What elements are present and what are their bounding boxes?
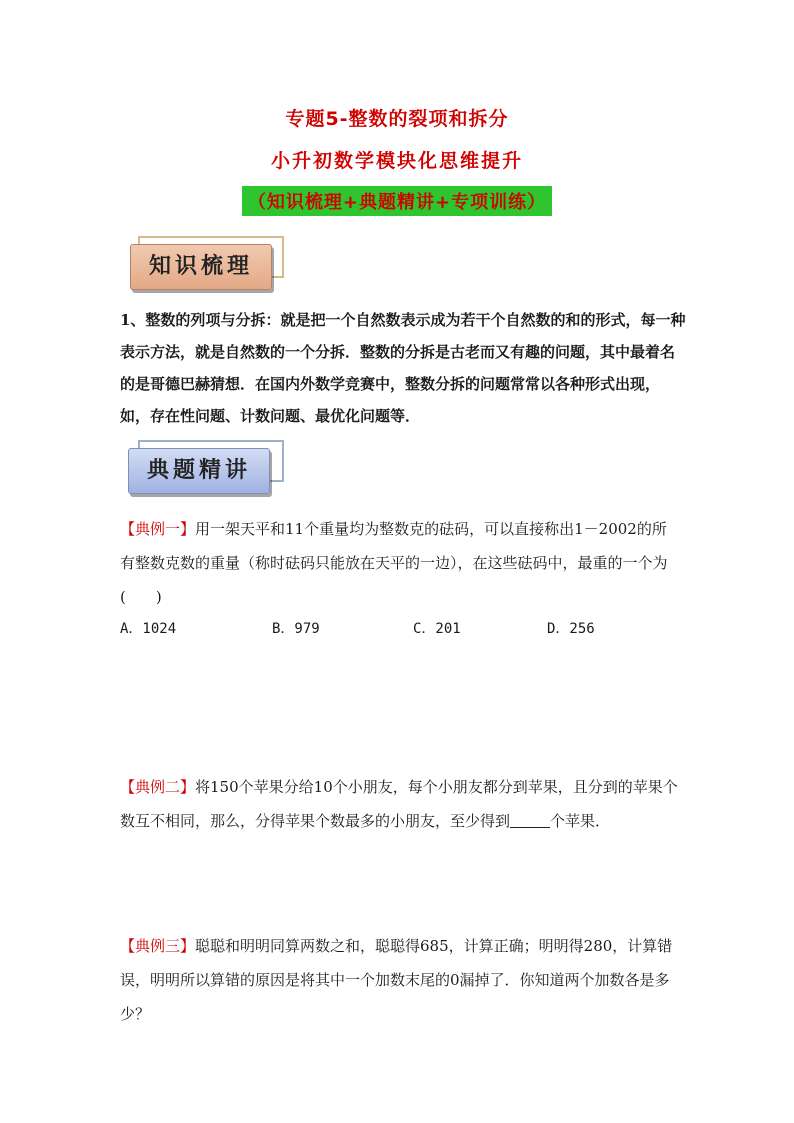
section-heading-knowledge: 知识梳理 bbox=[130, 244, 272, 290]
section-heading-examples: 典题精讲 bbox=[128, 448, 270, 494]
document-subtitle: 小升初数学模块化思维提升 bbox=[270, 150, 523, 172]
example-three bbox=[120, 929, 680, 1031]
option-d: D．256 bbox=[547, 621, 595, 637]
example-three-text: 聪聪和明明同算两数之和，聪聪得685，计算正确；明明得280，计算错误，明明所以算错的原因是将其中一个加数末尾的0漏掉了．你知道两个加数各是多少？ bbox=[120, 937, 673, 1023]
example-three-label: 【典例三】 bbox=[120, 937, 196, 955]
example-two-label: 【典例二】 bbox=[120, 778, 196, 796]
example-one bbox=[120, 512, 680, 614]
subtitle-tag: （知识梳理+典题精讲+专项训练） bbox=[242, 186, 552, 216]
example-two bbox=[120, 770, 680, 838]
document-title: 专题5-整数的裂项和拆分 bbox=[285, 108, 509, 130]
example-one-label: 【典例一】 bbox=[120, 520, 196, 538]
knowledge-paragraph: 1、整数的列项与分拆：就是把一个自然数表示成为若干个自然数的和的形式，每一种表示方法，就是自然数的一个分拆．整数的分拆是古老而又有趣的问题，其中最着名的是哥德巴赫猜想．在国内外数学竞赛中，整数分拆的问题常常以各种形式出现，如，存在性问题、计数问题、最优化问题等． bbox=[120, 311, 686, 425]
answer-blank bbox=[510, 813, 550, 828]
example-one-text: 用一架天平和11个重量均为整数克的砝码，可以直接称出1－2002的所有整数克数的重量（称时砝码只能放在天平的一边），在这些砝码中，最重的一个为( ) bbox=[120, 520, 668, 606]
example-two-text-end: 个苹果． bbox=[550, 812, 611, 830]
option-a: A．1024 bbox=[120, 621, 177, 637]
option-c: C．201 bbox=[413, 621, 461, 637]
subtitle-tag-wrapper bbox=[0, 186, 794, 216]
option-b: B．979 bbox=[272, 621, 320, 637]
example-two-text: 将150个苹果分给10个小朋友，每个小朋友都分到苹果，且分到的苹果个数互不相同，那么，分得苹果个数最多的小朋友，至少得到 bbox=[120, 778, 678, 830]
